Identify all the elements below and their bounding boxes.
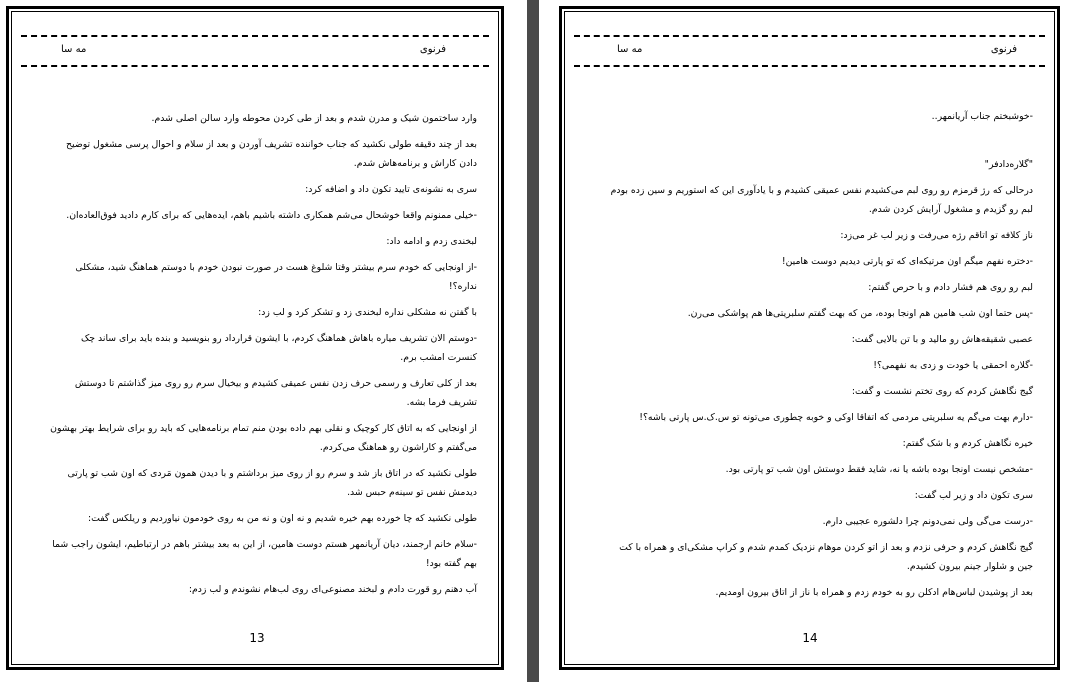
paragraph: گیج نگاهش کردم و حرفی نزدم و بعد از اتو کردن موهام نزدیک کمدم شدم و کراپ مشکی‌ای و همراه با کت جین و شلوار جینم بیرون کشیدم. xyxy=(619,542,1033,572)
paragraph: آب دهنم رو قورت دادم و لبخند مصنوعی‌ای روی لب‌هام نشوندم و لب زدم: xyxy=(188,584,477,595)
paragraph: -پس حتما اون شب هامین هم اونجا بوده، من که بهت گفتم سلبریتی‌ها هم پواشکی می‌رن. xyxy=(687,308,1033,319)
page-divider xyxy=(527,0,539,682)
paragraph: بعد از چند دقیقه طولی نکشید که جناب خواننده تشریف آوردن و بعد از سلام و احوال پرسی مشغول توضیح دادن کاراش و برنامه‌هاش شدم. xyxy=(66,139,477,169)
paragraph: درحالی که رژ قرمزم رو روی لبم می‌کشیدم نفس عمیقی کشیدم و با یادآوری این که استوریم و سین زده بودم لبم رو گزیدم و مشغول آرایش کردن شدم. xyxy=(610,185,1033,215)
header-author: مه سا xyxy=(61,44,87,55)
paragraph: طولی نکشید که در اتاق باز شد و سرم رو از روی میز برداشتم و با دیدن همون مَردی که اون شب تو پارتی دیدمش نفس تو سینه‌م حبس شد. xyxy=(67,468,477,498)
header-top-rule xyxy=(21,35,489,37)
page-body xyxy=(602,107,1033,609)
document-page-14 xyxy=(559,6,1060,670)
page-body xyxy=(49,109,477,606)
paragraph: گیج نگاهش کردم که روی تختم نشست و گفت: xyxy=(851,386,1033,397)
paragraph: خیره نگاهش کردم و با شک گفتم: xyxy=(902,438,1033,449)
paragraph: -دختره نفهم میگم اون مرتیکه‌ای که تو پارتی دیدیم دوست هامین! xyxy=(781,256,1033,267)
header-bottom-rule xyxy=(21,65,489,67)
paragraph: بعد از کلی تعارف و رسمی حرف زدن نفس عمیقی کشیدم و بیخیال سرم رو روی میز گذاشتم تا دوستش تشریف فرما بشه. xyxy=(74,378,477,408)
page-number: 13 xyxy=(249,631,265,645)
paragraph: لبخندی زدم و ادامه داد: xyxy=(386,236,477,247)
page-number: 14 xyxy=(802,631,818,645)
paragraph: ناز کلافه تو اتاقم رژه می‌رفت و زیر لب غر می‌زد: xyxy=(840,230,1033,241)
header-top-rule xyxy=(574,35,1045,37)
paragraph: سری تکون داد و زیر لب گفت: xyxy=(914,490,1033,501)
header-book-title: فرنوی xyxy=(419,44,446,55)
paragraph: -دوستم الان تشریف میاره باهاش هماهنگ کردم، با ایشون قرارداد رو بنویسید و بنده باید برای ساند چک کنسرت امشب برم. xyxy=(80,333,477,363)
paragraph: -از اونجایی که خودم سرم بیشتر وقتا شلوغ هست در صورت نبودن خودم با دوستم هماهنگ شید، مشکلی نداره؟! xyxy=(75,262,477,292)
header-author: مه سا xyxy=(617,44,643,55)
paragraph: از اونجایی که به اتاق کار کوچیک و نقلی بهم داده بودن منم تمام برنامه‌هایی که باید رو برای شرایط بهتر بهشون می‌گفتم و کاراشون رو هماهنگ می‌کردم. xyxy=(50,423,477,453)
paragraph: سری به نشونه‌ی تایید تکون داد و اضافه کرد: xyxy=(305,184,477,195)
paragraph: بعد از پوشیدن لباس‌هام ادکلن رو به خودم زدم و همراه با ناز از اتاق بیرون اومدیم. xyxy=(715,587,1033,598)
paragraph: با گفتن نه مشکلی نداره لبخندی زد و تشکر کرد و لب زد: xyxy=(258,307,477,318)
paragraph: طولی نکشید که چا خورده بهم خیره شدیم و نه اون و نه من به روی خودمون نیاوردیم و ریلکس گفت: xyxy=(87,513,477,524)
header-bottom-rule xyxy=(574,65,1045,67)
paragraph: -خیلی ممنونم واقعا خوشحال می‌شم همکاری داشته باشیم باهم، ایده‌هایی که برای کارم دادید فوق‌العاده‌ان. xyxy=(66,210,477,221)
paragraph: وارد ساختمون شیک و مدرن شدم و بعد از طی کردن محوطه وارد سالن اصلی شدم. xyxy=(151,113,477,124)
paragraph: -خوشبختم جناب آریانمهر.. xyxy=(931,111,1033,122)
paragraph: لبم رو روی هم فشار دادم و با حرص گفتم: xyxy=(868,282,1033,293)
paragraph: -دارم بهت می‌گم یه سلبریتی مردمی که اتفاقا اوکی و خوبه چطوری می‌تونه تو س.ک.س پارتی باشه؟! xyxy=(639,412,1033,423)
paragraph: -گلاره احمقی یا خودت و زدی به نفهمی؟! xyxy=(873,360,1033,371)
chapter-heading: "گلاره‌دادفر" xyxy=(984,159,1033,170)
document-page-13 xyxy=(6,6,504,670)
paragraph: عصبی شقیقه‌هاش رو مالید و با تن بالایی گفت: xyxy=(851,334,1033,345)
paragraph: -سلام خانم ارجمند، دیان آریانمهر هستم دوست هامین، از این به بعد بیشتر باهم در ارتباطیم، ایشون راجب شما بهم گفته بود! xyxy=(52,539,477,569)
paragraph: -درست می‌گی ولی نمی‌دونم چرا دلشوره عجیبی دارم. xyxy=(822,516,1033,527)
header-book-title: فرنوی xyxy=(990,44,1017,55)
paragraph: -مشخص نیست اونجا بوده باشه یا نه، شاید فقط دوستش اون شب تو پارتی بود. xyxy=(725,464,1033,475)
